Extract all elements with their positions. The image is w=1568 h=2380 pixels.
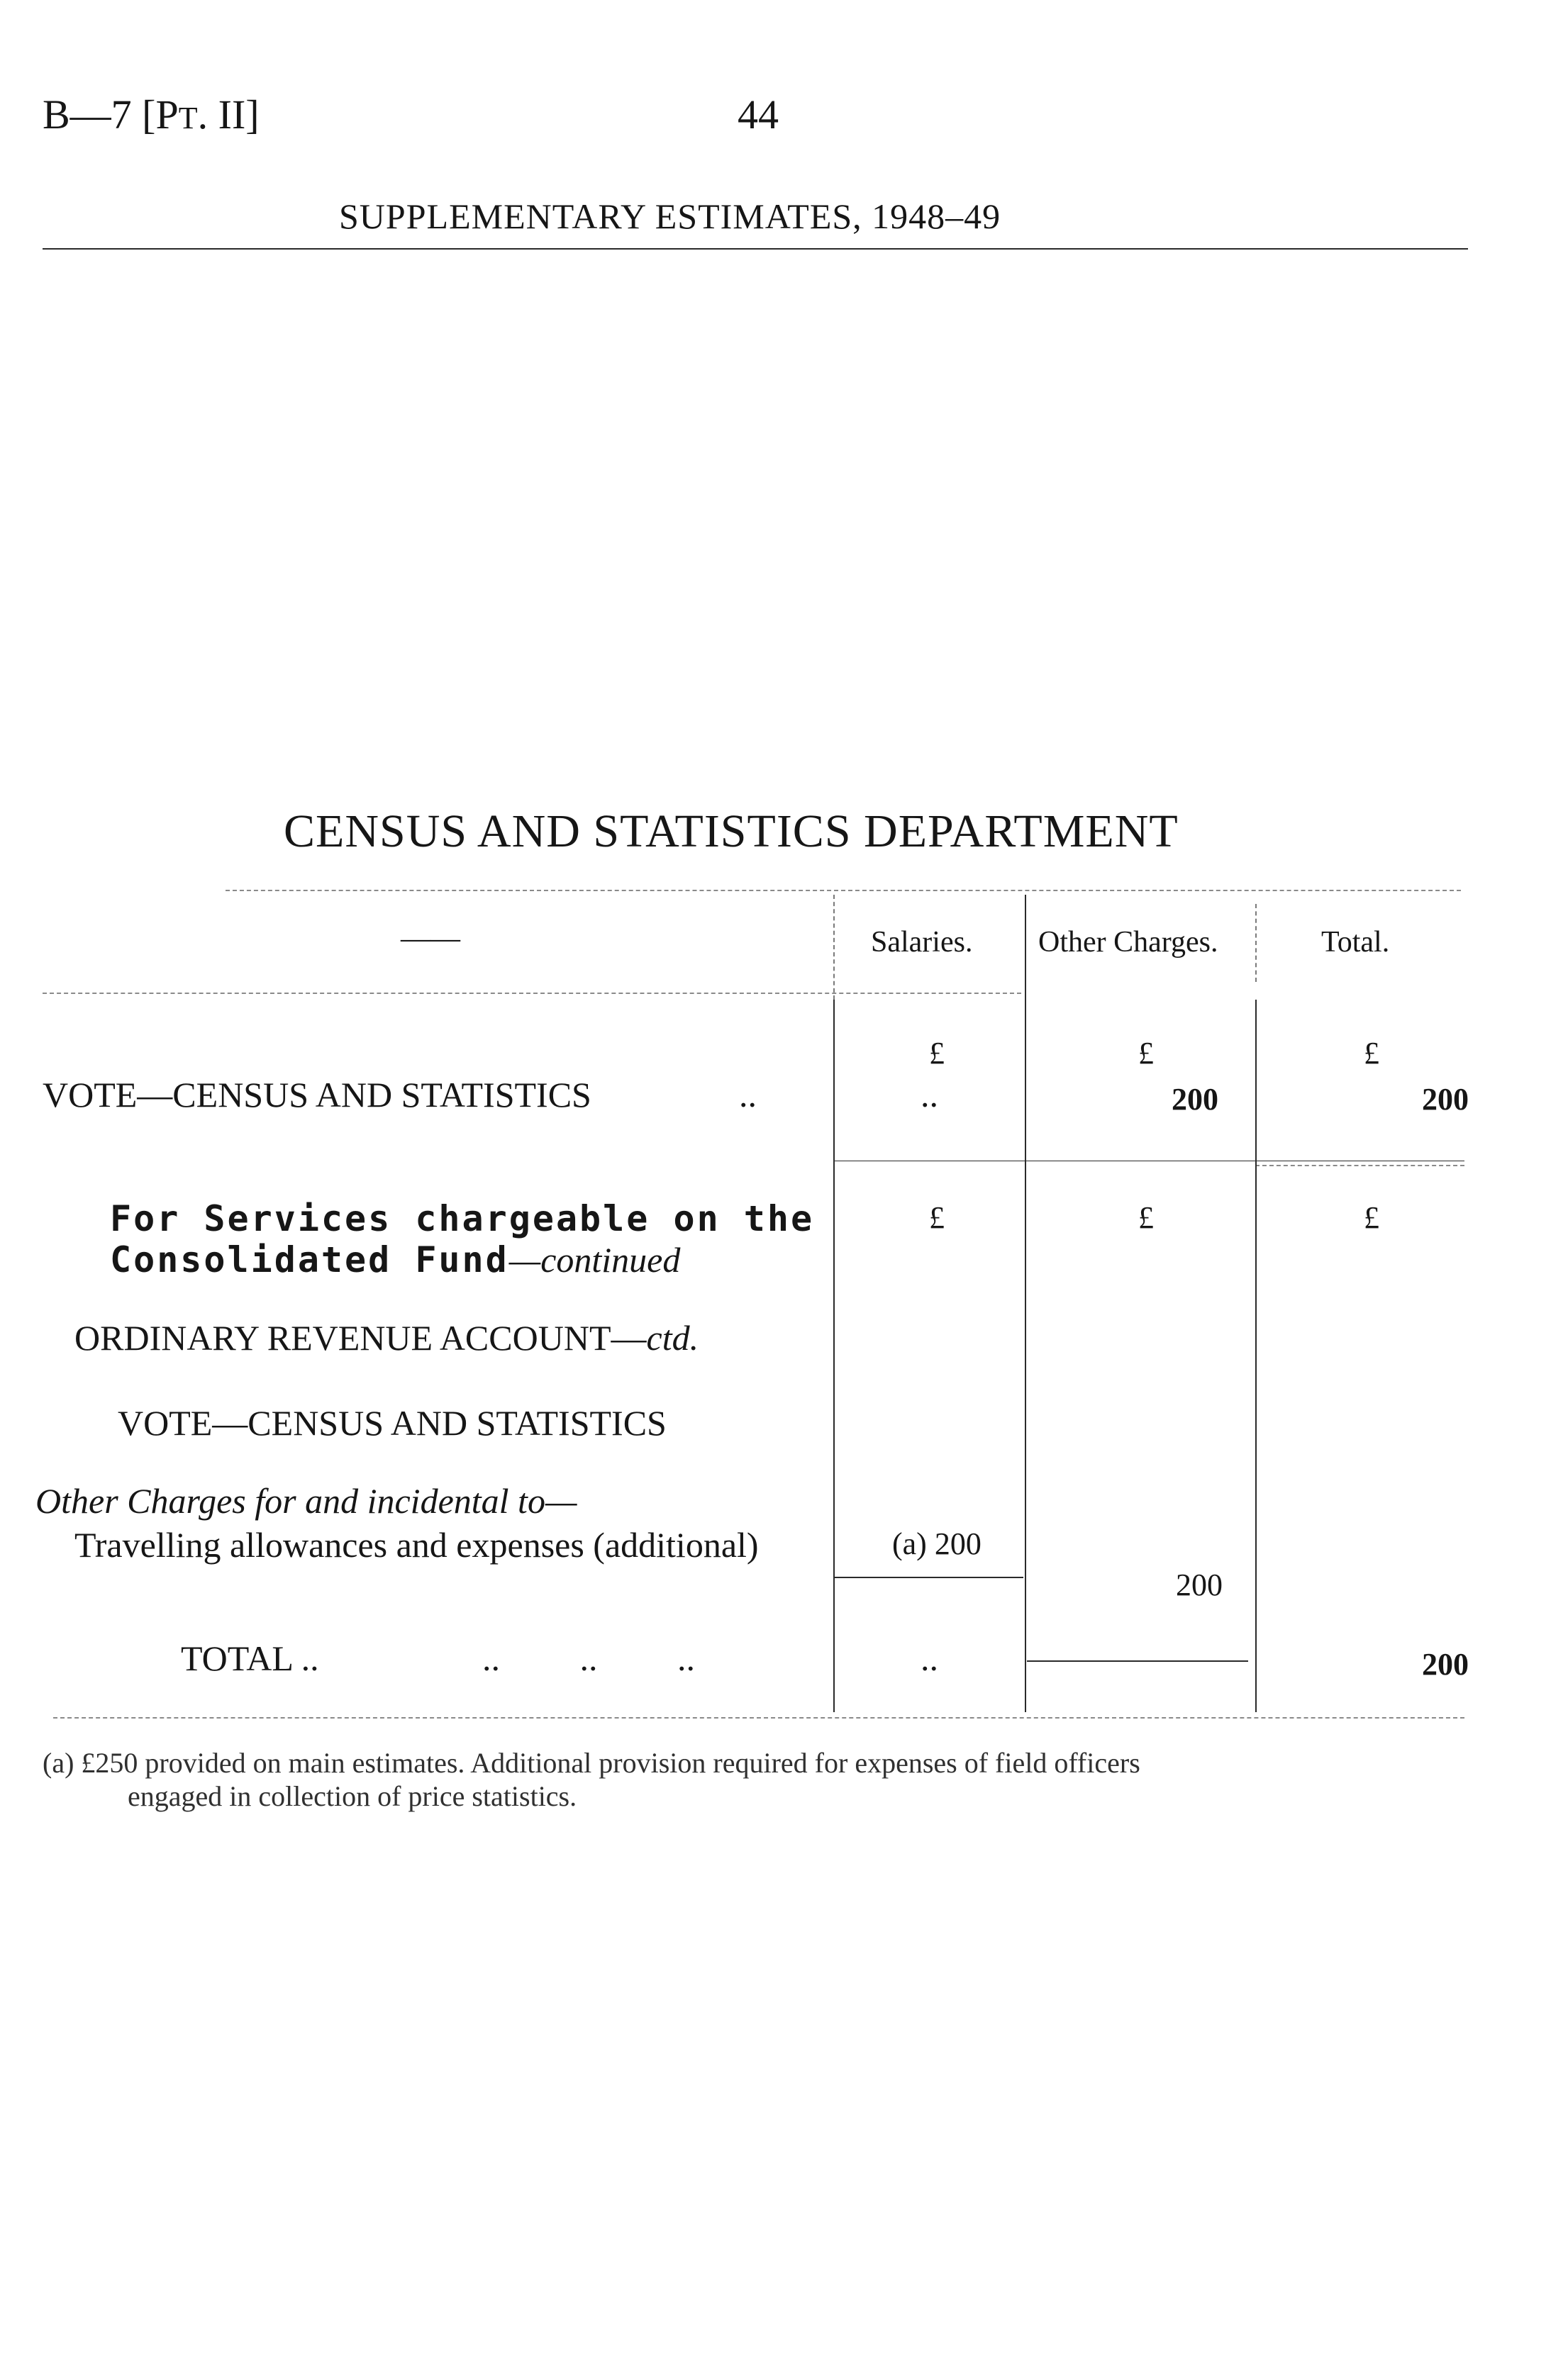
vote-row-other-charges: 200 [1172,1082,1218,1117]
total-row-salaries: .. [921,1638,938,1678]
services-heading-line2 [110,1239,680,1280]
vote-total-currency: £ [1364,1036,1379,1071]
vote-row-label: VOTE—CENSUS AND STATISTICS [43,1075,591,1114]
footnote-line1: (a) £250 provided on main estimates. Additional provision required for expenses of field officers [43,1747,1140,1779]
salaries-subtotal-rule [833,1577,1023,1578]
vote-row-salaries: .. [921,1075,938,1114]
account-heading-label: ORDINARY REVENUE ACCOUNT— [74,1318,647,1358]
col-divider-salaries [833,1000,835,1712]
other-charges-subtotal-rule [1027,1660,1248,1662]
total-row-total: 200 [1422,1647,1469,1682]
col-divider-salaries-head [833,895,835,1000]
col-divider-total [1255,1000,1257,1712]
vote-salaries-currency: £ [929,1036,945,1071]
services-salaries-currency: £ [929,1200,945,1235]
header-other-charges: Other Charges. [1038,926,1218,959]
vote-row-leaders: .. [739,1075,757,1114]
vote-row-total: 200 [1422,1082,1469,1117]
header-description-dash: —— [401,922,460,955]
header-total: Total. [1321,926,1390,959]
account-heading [74,1317,699,1358]
vote-heading: VOTE—CENSUS AND STATISTICS [118,1403,667,1443]
item-other-charges: 200 [1176,1568,1223,1602]
part-reference-end: . II] [197,91,260,138]
table-bottom-rule [53,1717,1464,1719]
page-number: 44 [738,91,779,138]
col-divider-other-charges [1025,895,1026,1712]
other-charges-heading: Other Charges for and incidental to— [35,1481,577,1521]
header-bottom-rule [43,993,1021,994]
total-row-leaders: .. .. .. [482,1638,695,1678]
item-label: Travelling allowances and expenses (additional) [74,1525,759,1565]
vote-other-charges-currency: £ [1138,1036,1154,1071]
vote-row-bottom-rule-dashed [1255,1165,1464,1166]
col-divider-total-head [1255,904,1257,982]
footnote-line2: engaged in collection of price statistics. [128,1780,577,1812]
continued-label: —continued [508,1240,681,1280]
department-title: CENSUS AND STATISTICS DEPARTMENT [284,805,1179,857]
part-reference-main: B—7 [P [43,91,179,138]
part-reference [43,91,260,138]
total-row-label: TOTAL .. [181,1638,319,1678]
item-salaries-note: (a) 200 [892,1526,982,1561]
header-salaries: Salaries. [871,926,973,959]
running-title: SUPPLEMENTARY ESTIMATES, 1948–49 [339,196,1001,236]
account-heading-suffix: ctd. [646,1318,699,1358]
table-top-rule [226,890,1461,891]
services-other-charges-currency: £ [1138,1200,1154,1235]
header-rule [43,248,1468,250]
services-total-currency: £ [1364,1200,1379,1235]
consolidated-fund-label: Consolidated Fund [110,1239,509,1280]
part-reference-small-caps: T [178,101,198,135]
services-heading-line1: For Services chargeable on the [110,1198,815,1239]
